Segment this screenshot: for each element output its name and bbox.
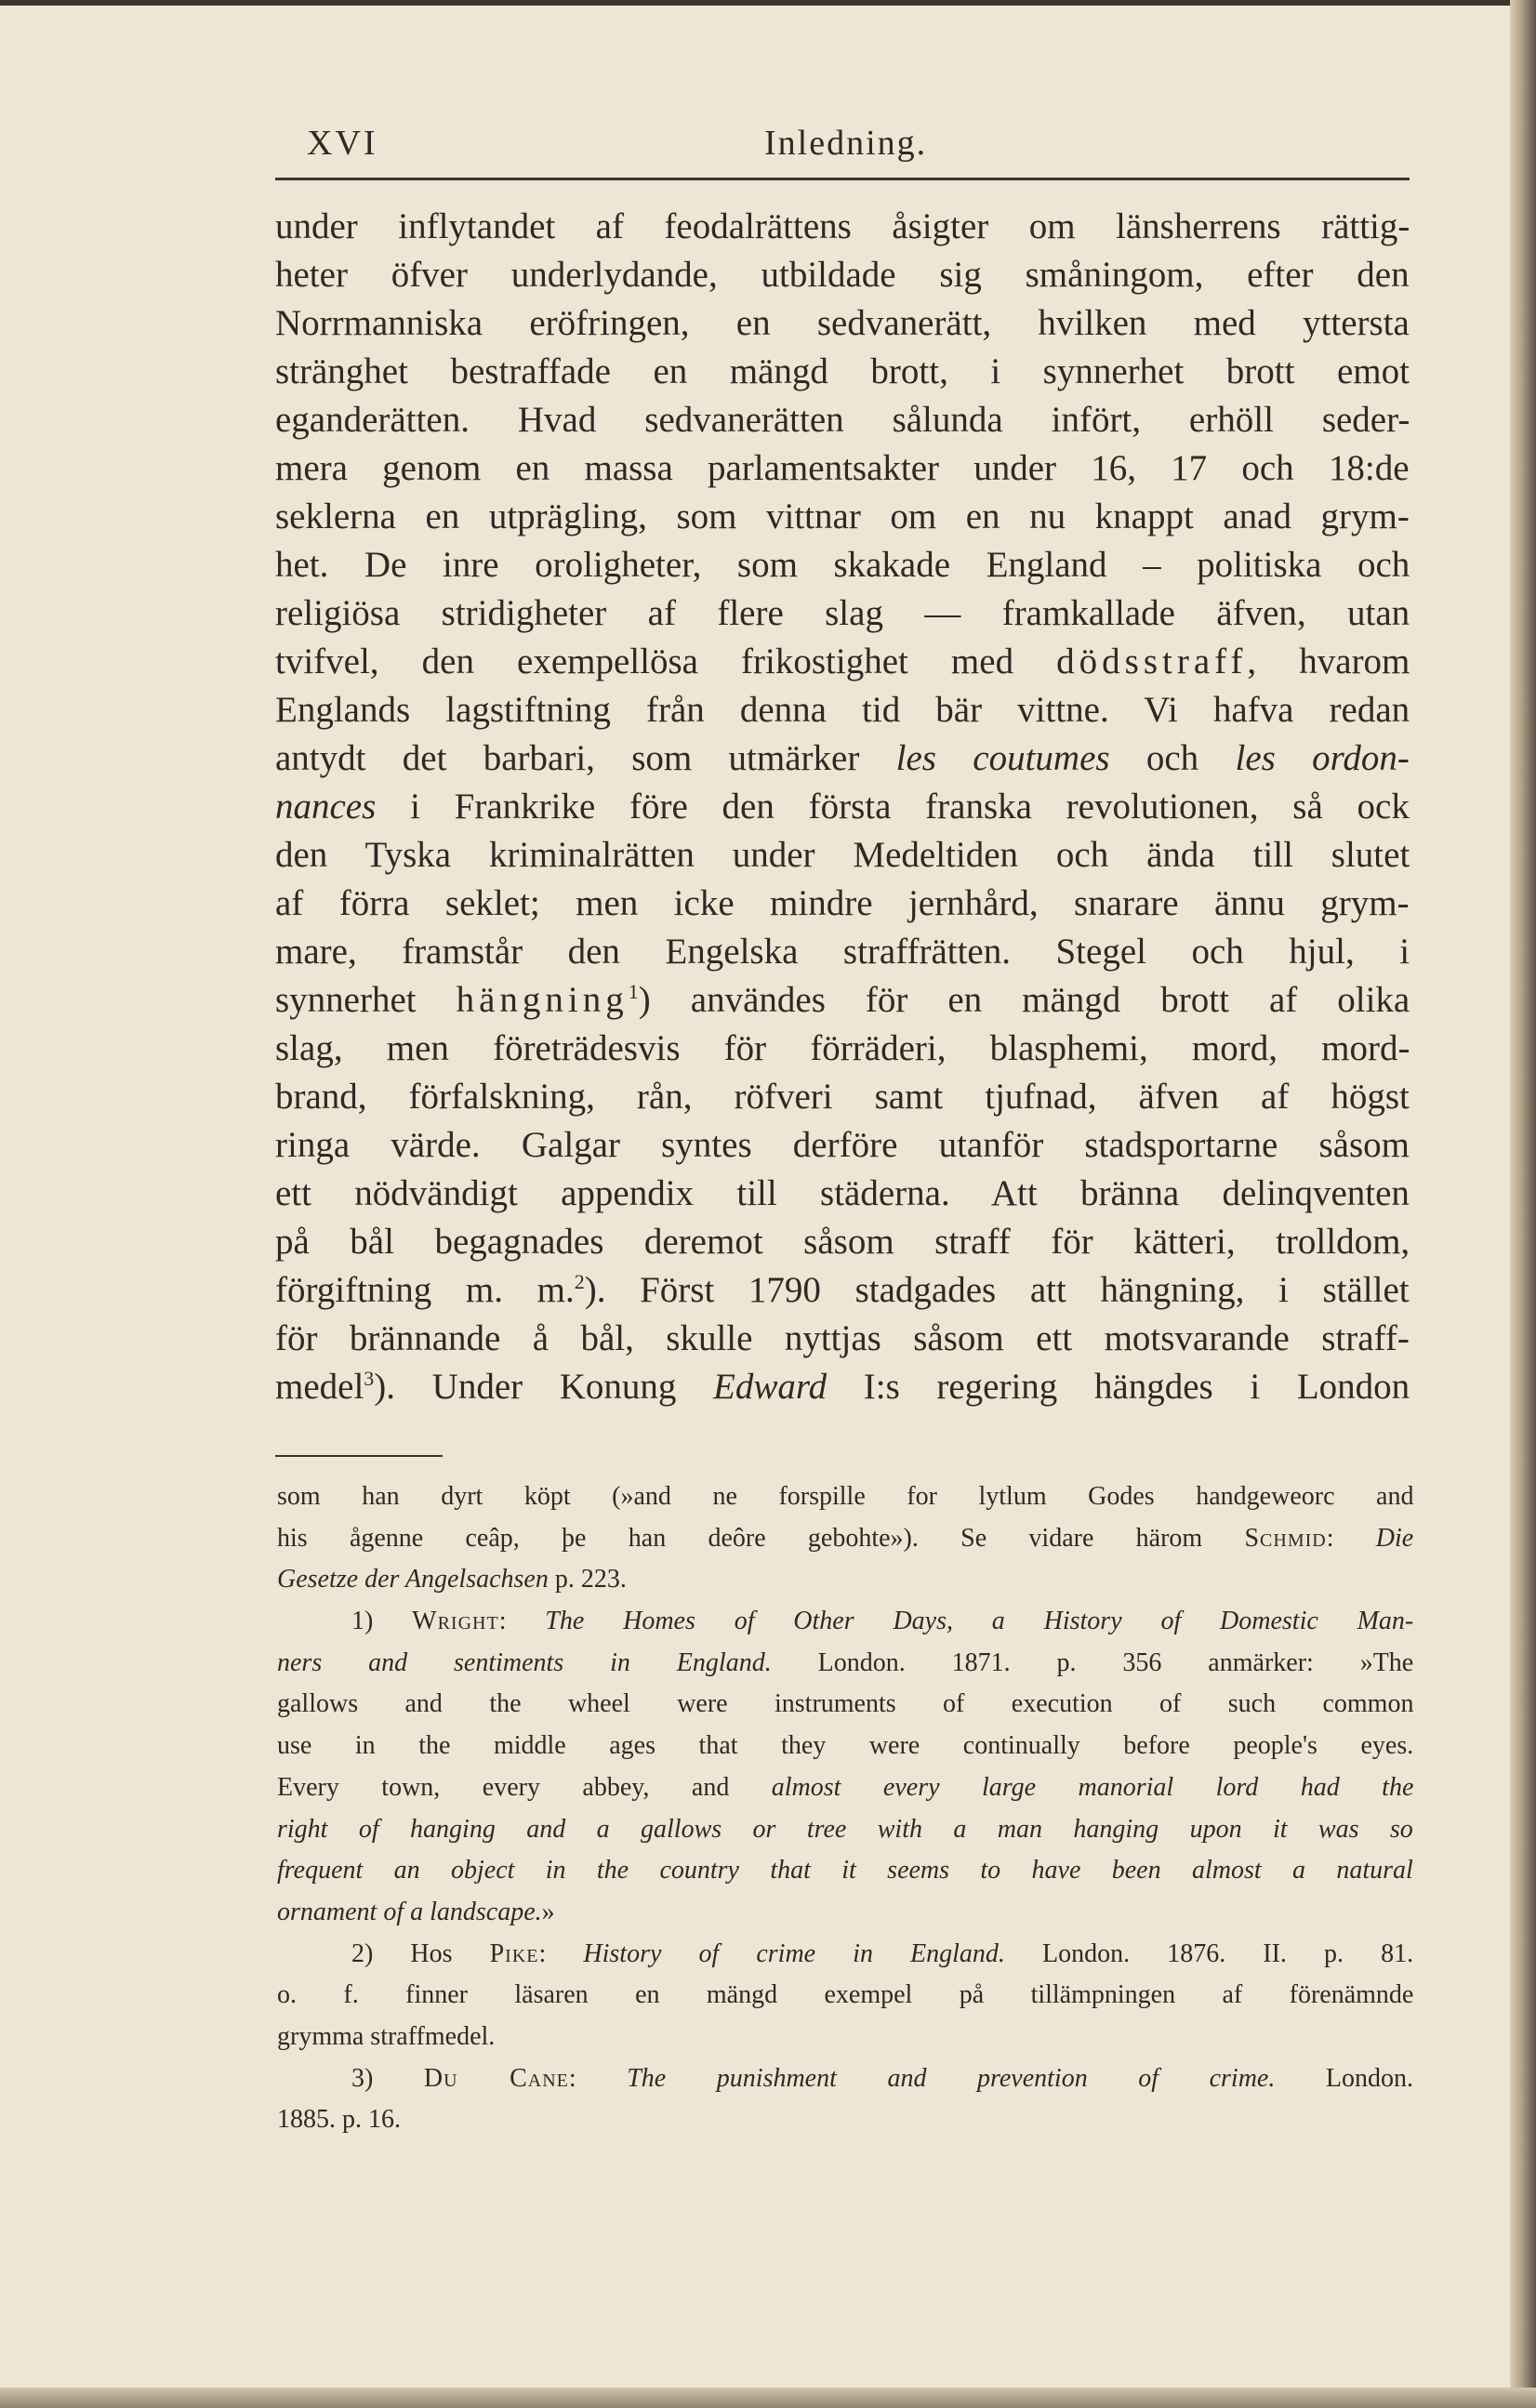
text-line <box>275 1073 1410 1121</box>
text-run: 1 <box>628 980 639 1003</box>
text-run: nances <box>275 787 377 827</box>
text-run: » <box>541 1897 555 1926</box>
text-run: mare, framstår den Engelska straffrätten. Stegel och hjul, i <box>275 932 1410 972</box>
text-run: grymma straffmedel. <box>277 2021 496 2051</box>
text-line <box>275 831 1410 880</box>
text-run: seklerna en utprägling, som vittnar om en nu knappt anad grym- <box>275 496 1410 536</box>
text-run: ners and sentiments in England. <box>277 1647 772 1677</box>
main-text <box>275 203 1410 1411</box>
footnote-line <box>277 2017 1413 2058</box>
text-run: ). Under Konung <box>374 1367 714 1407</box>
text-line <box>275 493 1410 541</box>
text-run: Gesetze der Angelsachsen <box>277 1565 549 1594</box>
text-run: ornament of a landscape. <box>277 1897 542 1926</box>
text-line <box>275 1025 1410 1073</box>
text-line <box>275 541 1410 589</box>
footnote-line <box>277 1601 1413 1643</box>
text-run: London. 1876. II. p. 81. <box>1004 1938 1414 1968</box>
text-run: brand, förfalskning, rån, röfveri samt tjufnad, äfven af högst <box>275 1077 1410 1117</box>
text-run: antydt det barbari, som utmärker <box>275 738 896 778</box>
text-line <box>275 396 1410 444</box>
text-run: religiösa stridigheter af flere slag — framkallade äfven, utan <box>275 593 1410 633</box>
page-bottom-shadow <box>0 2388 1536 2408</box>
top-border <box>0 0 1536 6</box>
text-run: heter öfver underlydande, utbildade sig småningom, efter den <box>275 255 1410 295</box>
footnote-line <box>277 2099 1413 2141</box>
text-run: I:s regering hängdes i London <box>827 1367 1410 1407</box>
footnote-line <box>277 1476 1413 1518</box>
footnote-line <box>277 2058 1413 2100</box>
text-run: och <box>1109 738 1236 778</box>
text-line <box>275 299 1410 348</box>
text-run: right of hanging and a gallows or tree with a man hanging upon it was so <box>277 1814 1413 1844</box>
text-line <box>275 348 1410 396</box>
text-run: History of crime in England. <box>583 1938 1005 1968</box>
text-run: medel <box>275 1367 364 1407</box>
text-run: 1) <box>351 1607 413 1636</box>
text-run: 2 <box>574 1270 585 1293</box>
text-line <box>275 928 1410 976</box>
text-run: slag, men företrädesvis för förräderi, blasphemi, mord, mord- <box>275 1028 1410 1068</box>
text-run: Die <box>1375 1523 1414 1553</box>
text-run: 3) <box>351 2063 424 2093</box>
text-run: ). Först 1790 stadgades att hängning, i stället <box>584 1270 1410 1310</box>
header-rule <box>275 178 1410 180</box>
footnote-line <box>277 1809 1413 1851</box>
text-run: eganderätten. Hvad sedvanerätten sålunda infört, erhöll seder- <box>275 400 1410 440</box>
text-line <box>275 1266 1410 1315</box>
footnote-line <box>277 1934 1413 1976</box>
footnote-line <box>277 1559 1413 1601</box>
text-line <box>275 444 1410 493</box>
text-run: Englands lagstiftning från denna tid bär vittne. Vi hafva redan <box>275 690 1410 730</box>
text-line <box>275 589 1410 638</box>
text-run: London. 1871. p. 356 anmärker: »The <box>771 1647 1414 1677</box>
text-run: mera genom en massa parlamentsakter under 16, 17 och 18:de <box>275 448 1410 488</box>
text-run: Schmid <box>1244 1523 1327 1553</box>
text-line <box>275 1363 1410 1411</box>
text-run: 3 <box>364 1367 375 1390</box>
text-run: 2) Hos <box>351 1938 490 1968</box>
text-run: Norrmanniska eröfringen, en sedvanerätt, hvilken med yttersta <box>275 303 1410 343</box>
text-line <box>275 203 1410 251</box>
text-run: den Tyska kriminalrätten under Medeltiden och ända till slutet <box>275 835 1410 875</box>
text-run: frequent an object in the country that it seems to have been almost a natural <box>277 1856 1413 1885</box>
text-run: ett nödvändigt appendix till städerna. Att bränna delinqventen <box>275 1173 1410 1213</box>
text-run: som han dyrt köpt (»and ne forspille for lytlum Godes handgeweorc and <box>277 1482 1414 1511</box>
text-line <box>275 734 1410 783</box>
text-line <box>275 638 1410 686</box>
text-run: Du Cane <box>423 2063 569 2093</box>
text-run: ) användes för en mängd brott af olika <box>638 980 1410 1020</box>
footnote-rule <box>275 1455 443 1457</box>
text-run: The punishment and prevention of crime. <box>627 2063 1276 2093</box>
footnote-line <box>277 1975 1413 2017</box>
text-run: Wright <box>412 1607 499 1636</box>
text-run: The Homes of Other Days, a History of Domestic Man- <box>545 1607 1414 1636</box>
running-title: Inledning. <box>764 124 928 163</box>
text-run: dödsstraff <box>1056 642 1248 681</box>
footnote-line <box>277 1643 1413 1685</box>
text-run: almost every large manorial lord had the <box>771 1772 1414 1802</box>
footnote-line <box>277 1892 1413 1934</box>
text-run: o. f. finner läsaren en mängd exempel på tillämpningen af förenämnde <box>277 1980 1414 2010</box>
footnote-line <box>277 1518 1413 1560</box>
text-run: : <box>568 2063 628 2093</box>
text-line <box>275 1218 1410 1266</box>
text-line <box>275 783 1410 831</box>
text-run: les ordon- <box>1235 738 1410 778</box>
footnote-line <box>277 1850 1413 1892</box>
text-run: Edward <box>713 1367 828 1407</box>
text-run: Pike <box>489 1938 539 1968</box>
text-run: : <box>1326 1523 1376 1553</box>
page-edge-shadow <box>1510 0 1536 2408</box>
text-run: på bål begagnades deremot såsom straff för kätteri, trolldom, <box>275 1222 1410 1262</box>
footnote-line <box>277 1684 1413 1726</box>
text-run: het. De inre oroligheter, som skakade England – politiska och <box>275 545 1410 585</box>
page-number: XVI <box>307 124 378 163</box>
text-run: i Frankrike före den första franska revolutionen, så ock <box>376 787 1410 827</box>
text-run: , hvarom <box>1247 642 1410 681</box>
text-line <box>275 1315 1410 1363</box>
text-run: p. 223. <box>548 1565 627 1594</box>
text-line <box>275 686 1410 734</box>
text-run: use in the middle ages that they were continually before people's eyes. <box>277 1731 1414 1761</box>
text-run: his ågenne ceâp, þe han deôre gebohte»). Se vidare härom <box>277 1523 1245 1553</box>
footnote-line <box>277 1726 1413 1767</box>
text-run: gallows and the wheel were instruments of execution of such common <box>277 1689 1414 1719</box>
text-run: synnerhet <box>275 980 457 1020</box>
text-line <box>275 251 1410 299</box>
text-run: ringa värde. Galgar syntes derföre utanför stadsportarne såsom <box>275 1125 1410 1165</box>
footnotes <box>277 1476 1413 2141</box>
text-line <box>275 1121 1410 1170</box>
footnote-line <box>277 1767 1413 1809</box>
text-run: stränghet bestraffade en mängd brott, i synnerhet brott emot <box>275 351 1410 391</box>
text-run: för brännande å bål, skulle nyttjas såsom ett motsvarande straff- <box>275 1318 1410 1358</box>
text-run: af förra seklet; men icke mindre jernhård, snarare ännu grym- <box>275 883 1410 923</box>
text-line <box>275 880 1410 928</box>
text-run: Every town, every abbey, and <box>277 1772 772 1802</box>
text-run: les coutumes <box>895 738 1110 778</box>
text-line <box>275 976 1410 1025</box>
text-run: hängning <box>456 980 629 1020</box>
text-run: London. <box>1275 2063 1414 2093</box>
text-line <box>275 1170 1410 1218</box>
text-run: 1885. p. 16. <box>277 2105 401 2135</box>
text-run: förgiftning m. m. <box>275 1270 575 1310</box>
text-run: : <box>498 1607 546 1636</box>
text-run: tvifvel, den exempellösa frikostighet med <box>275 642 1057 681</box>
text-run: under inflytandet af feodalrättens åsigter om länsherrens rättig- <box>275 206 1410 246</box>
text-run: : <box>538 1938 584 1968</box>
